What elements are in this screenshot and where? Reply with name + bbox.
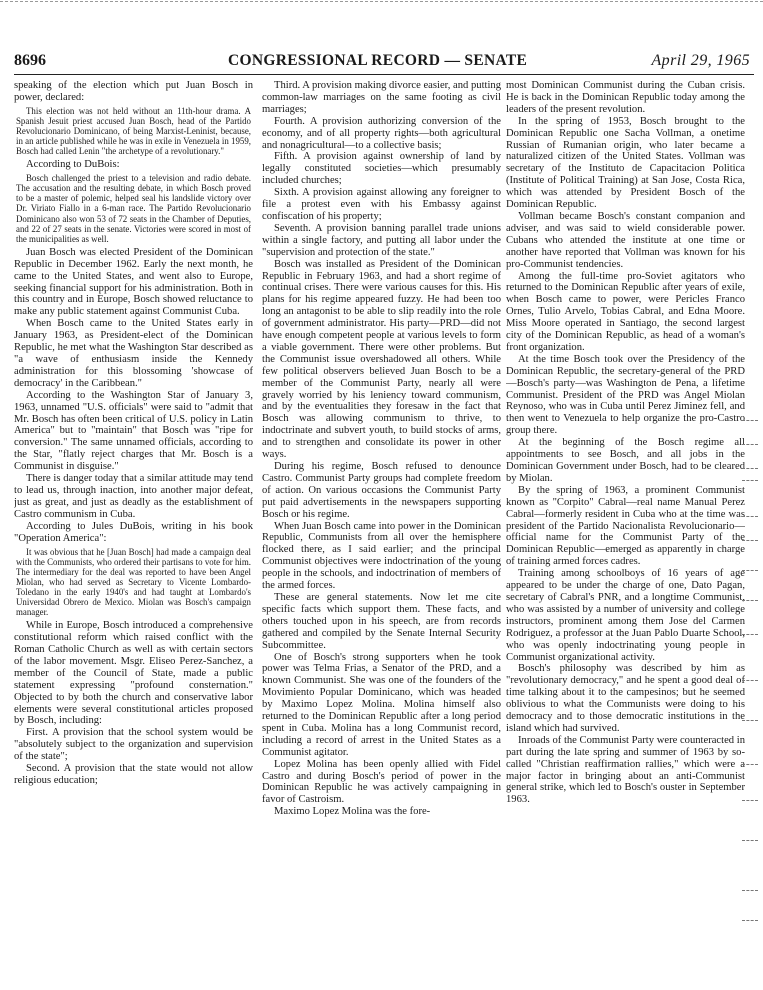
margin-mark — [742, 634, 758, 636]
top-scan-edge — [0, 1, 763, 2]
margin-mark — [742, 840, 758, 842]
margin-mark — [742, 600, 758, 602]
text-column-1 — [14, 80, 253, 980]
page-date: April 29, 1965 — [651, 52, 750, 69]
paragraph: One of Bosch's strong supporters when he took power was Telma Frias, a Senator of the PRD, and a known Communist. She was one of the founders of the Movimiento Popular Dominicano, which was headed by Maximo Lopez Molina. Molina himself also returned to the Dominican Republic after a long period spent in Cuba. Molina has a long Communist record, including a record of arrest in the United States as a Communist agitator. — [262, 651, 501, 758]
paragraph: Vollman became Bosch's constant companion and adviser, and was said to wield considerable power. Cubans who attended the institute at one time or another have reported that Vollman was known for his pro-Communist tendencies. — [506, 210, 745, 270]
paragraph: Fifth. A provision against ownership of land by legally constituted societies—which presumably included churches; — [262, 151, 501, 187]
paragraph: Juan Bosch was elected President of the Dominican Republic in December 1962. Early the next month, he came to the United States, and went also to Europe, seeking financial support for his administration. Both in this country and in Europe, Bosch showed reluctance to make any public statement against Communist Cuba. — [14, 246, 253, 318]
margin-annotation-marks — [742, 420, 760, 940]
paragraph: By the spring of 1963, a prominent Communist known as "Corpito" Cabral—real name Manual Perez Cabral—formerly resident in Cuba who at the time was president of the Partido Nacionalista Revolucionario—official name for the Communist Party of the Dominican Republic—emerged as apparently in charge of training armed forces cadres. — [506, 484, 745, 568]
paragraph: speaking of the election which put Juan Bosch in power, declared: — [14, 80, 253, 103]
paragraph: Training among schoolboys of 16 years of age appeared to be under the charge of one, Dato Pagan, secretary of Cabral's PNR, and a longtime Communist, who was assisted by a number of university and college instructors, prominent among them Jose del Carmen Rodriguez, a professor at the Juan Pablo Duarte School, who was openly indoctrinating young people in Communist organizational activity. — [506, 568, 745, 663]
margin-mark — [742, 468, 758, 470]
paragraph: Third. A provision making divorce easier, and putting common-law marriages on the same footing as civil marriages; — [262, 80, 501, 115]
margin-mark — [742, 570, 758, 572]
paragraph: While in Europe, Bosch introduced a comprehensive constitutional reform which raised conflict with the Roman Catholic Church as well as with certain sectors of the labor movement. Msgr. Eliseo Perez-Sanchez, a member of the Council of State, made a public statement expressing "profound consternation." Objected to by both the church and conservative labor elements were several constitutional articles proposed by Bosch, including: — [14, 620, 253, 727]
paragraph: When Bosch came to the United States early in January 1963, as President-elect of the Dominican Republic, he met what the Washington Star described as "a wave of enthusiasm inside the Kennedy administration for this blossoming 'showcase of democracy' in the Caribbean." — [14, 318, 253, 389]
paragraph: During his regime, Bosch refused to denounce Castro. Communist Party groups had complete freedom of action. On various occasions the Communist Party put paid advertisements in the newspapers supporting Bosch or his regime. — [262, 461, 501, 520]
margin-mark — [742, 764, 758, 766]
paragraph: Second. A provision that the state would not allow religious education; — [14, 763, 253, 786]
paragraph: Seventh. A provision banning parallel trade unions within a single factory, and putting all labor under the "supervision and protection of the state." — [262, 222, 501, 258]
paragraph: According to Jules DuBois, writing in his book "Operation America": — [14, 520, 253, 544]
text-column-2 — [262, 80, 501, 980]
margin-mark — [742, 720, 758, 722]
paragraph: According to the Washington Star of January 3, 1963, unnamed "U.S. officials" were said to "admit that Mr. Bosch has often been critical of U.S. policy in Latin America" but to "maintain" that Bosch was "ripe for conversion." The same unnamed officials, according to the Star, "flatly reject charges that Mr. Bosch is a Communist in disguise." — [14, 389, 253, 473]
margin-mark — [742, 920, 758, 922]
paragraph: At the beginning of the Bosch regime all appointments to see Bosch, and all jobs in the Dominican Government under Bosch, had to be cleared by Miolan. — [506, 437, 745, 484]
margin-mark — [742, 480, 758, 482]
paragraph: Bosch was installed as President of the Dominican Republic in February 1963, and had a short regime of continual crises. There were various causes for this. His plans for his regime appeared fuzzy. He had been too long an antagonist to be able to slip readily into the role of government administrator. His party—PRD—did not have enough competent people at various levels to form a viable government. There were other problems. But the Communist issue overshadowed all others. While few political observers believed Juan Bosch to be a member of the Communist Party, nearly all were gravely worried by his leniency toward communism, and by the eventualities they foresaw in the fact that Bosch was allowing communism to thrive, to indoctrinate and subvert youth, to build stocks of arms, and to strengthen and consolidate its power in other ways. — [262, 258, 501, 461]
paragraph: In the spring of 1953, Bosch brought to the Dominican Republic one Sacha Vollman, a onetime Russian of Rumanian origin, who later became a naturalized citizen of the United States. Vollman was secretary of the Instituto de Capacitacion Politica (Institute of Political Training) at San Jose, Costa Rica, which was attended by President Bosch of the Dominican Republic. — [506, 115, 745, 211]
paragraph: most Dominican Communist during the Cuban crisis. He is back in the Dominican Republic today among the leaders of the present revolution. — [506, 80, 745, 115]
page-header — [14, 52, 754, 75]
margin-mark — [742, 540, 758, 542]
paragraph: First. A provision that the school system would be "absolutely subject to the organization and supervision of the state"; — [14, 727, 253, 763]
text-column-3 — [506, 80, 745, 980]
margin-mark — [742, 420, 758, 422]
paragraph: Fourth. A provision authorizing conversion of the economy, and of all property rights—both agricultural and nonagricultural—to a collective basis; — [262, 115, 501, 151]
paragraph: Inroads of the Communist Party were counteracted in part during the late spring and summer of 1963 by so-called "Christian reaffirmation rallies," which were a major factor in bringing about an anti-Communist general strike, which led to Bosch's ouster in September 1963. — [506, 734, 745, 806]
margin-mark — [742, 680, 758, 682]
page-number: 8696 — [14, 52, 46, 69]
paragraph: There is danger today that a similar attitude may tend to lead us, through inaction, into another major defeat, just as great, and just as deadly as the establishment of Castro communism in Cuba. — [14, 473, 253, 520]
paragraph: These are general statements. Now let me cite specific facts which support them. These facts, and others touched upon in his speech, are from records gathered and compiled by the Senate Internal Security Subcommittee. — [262, 591, 501, 651]
paragraph: Among the full-time pro-Soviet agitators who returned to the Dominican Republic after years of exile, when Bosch came to power, were Pericles Franco Ornes, Tulio Arvelo, Tobias Cabral, and Edna Moore. Miss Moore operated in Santiago, the second largest city of the Dominican Republic, as head of a woman's front organization. — [506, 270, 745, 353]
paragraph: At the time Bosch took over the Presidency of the Dominican Republic, the secretary-general of the PRD—Bosch's party—was Washington de Pena, a lifetime Communist. President of the PRD was Angel Miolan Reynoso, who was in Cuba until Perez Jiminez fell, and then went to Venezuela to help organize the pro-Castro group there. — [506, 353, 745, 437]
paragraph: Lopez Molina has been openly allied with Fidel Castro and during Bosch's period of power in the Dominican Republic he was actively campaigning in favor of Castroism. — [262, 758, 501, 806]
paragraph: Bosch's philosophy was described by him as "revolutionary democracy," and he spent a good deal of time talking about it to the campesinos; but he seemed oblivious to what the Communists were doing to his democracy and to those democratic institutions in the island which had survived. — [506, 663, 745, 734]
margin-mark — [742, 444, 758, 446]
paragraph: Maximo Lopez Molina was the fore- — [274, 806, 431, 818]
margin-mark — [742, 890, 758, 892]
quoted-paragraph: It was obvious that he [Juan Bosch] had made a campaign deal with the Communists, who ordered their partisans to vote for him. The intermediary for the deal was reported to have been Angel Miolan, who had served as Secretary to Vicente Lombardo-Toledano in the early 1940's and had taught at Lombardo's Universidad Obrero de Mexico. Miolan was Bosch's campaign manager. — [16, 546, 251, 618]
margin-mark — [742, 800, 758, 802]
journal-title: CONGRESSIONAL RECORD — SENATE — [228, 52, 528, 69]
margin-mark — [742, 516, 758, 518]
paragraph: Sixth. A provision against allowing any foreigner to file a protest even with his Embassy against confiscation of his property; — [262, 187, 501, 222]
quoted-paragraph: Bosch challenged the priest to a television and radio debate. The accusation and the resulting debate, in which Bosch proved to be a master of polemic, helped seal his landslide victory over Dr. Viriato Fiallo in a 6-man race. The Partido Revolucionario Dominicano also won 53 of 72 seats in the Chamber of Deputies, and 22 of 27 seats in the senate. Victories were scored in most of the municipalities as well. — [16, 173, 251, 244]
paragraph: When Juan Bosch came into power in the Dominican Republic, Communists from all over the hemisphere flocked there, as I said earlier; and the principal Communist objectives were indoctrination of the young people in the schools, and indoctrination of members of the armed forces. — [262, 520, 501, 592]
quoted-paragraph: This election was not held without an 11th-hour drama. A Spanish Jesuit priest accused Juan Bosch, head of the Partido Revolucionario Dominicano, of being Marxist-Leninist, because, in an article published while he was in exile in Venezuela in 1959, Bosch had called Lenin "the archetype of a revolutionary." — [16, 105, 251, 157]
quote-lead-in: According to DuBois: — [26, 159, 120, 171]
